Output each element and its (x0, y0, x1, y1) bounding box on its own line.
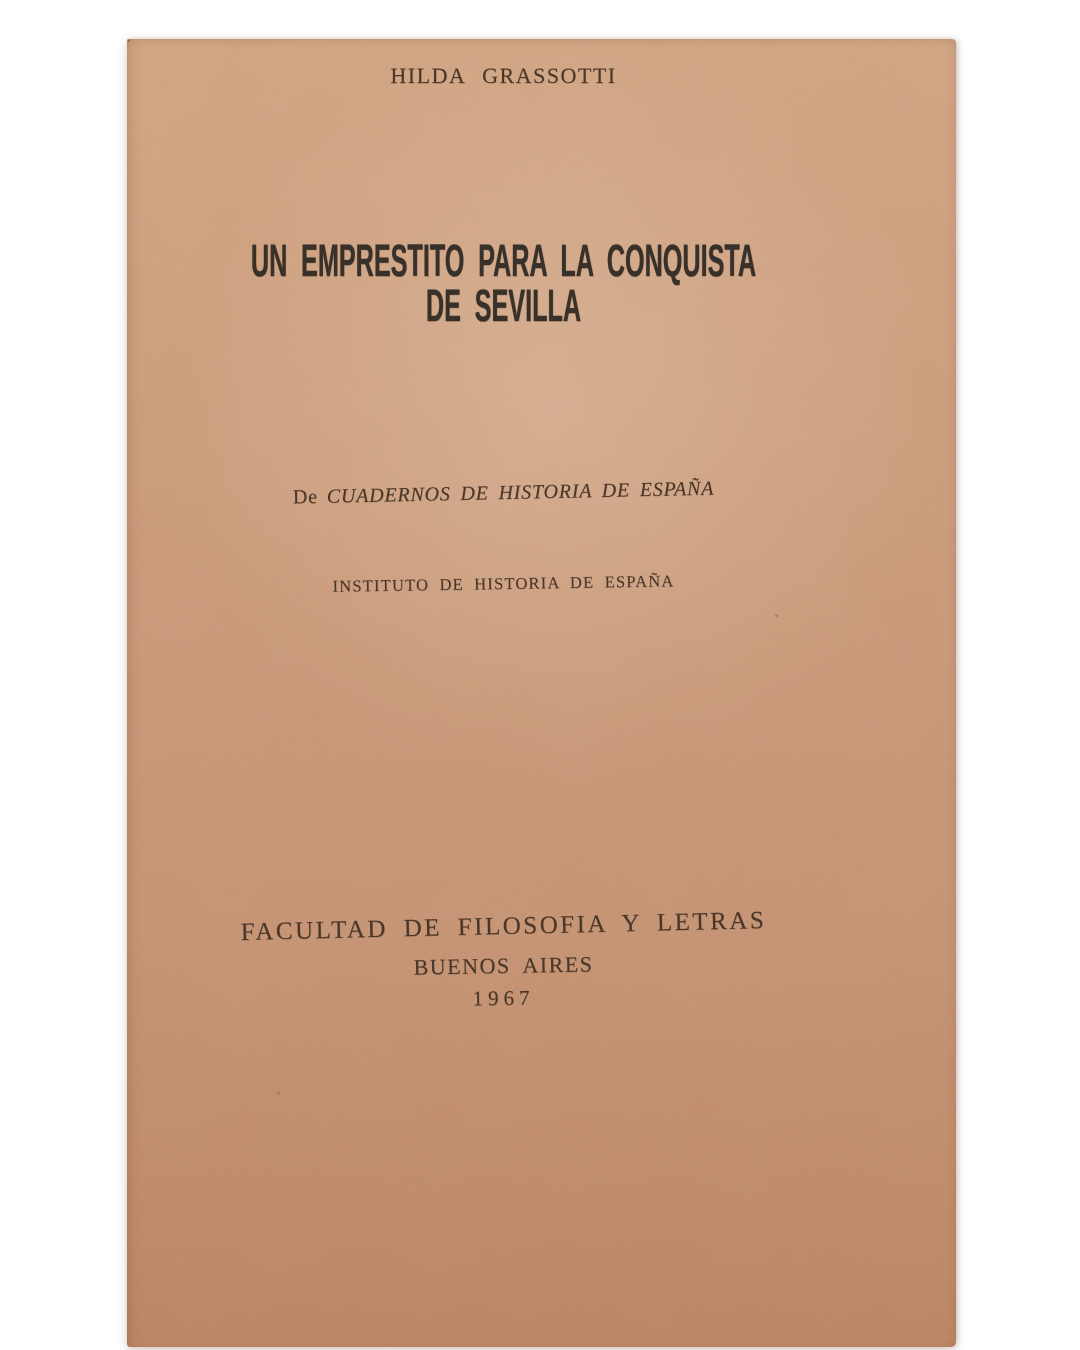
title-line-1: UN EMPRESTITO PARA LA CONQUISTA (250, 235, 757, 286)
faculty-line: FACULTAD DE FILOSOFIA Y LETRAS (240, 907, 767, 946)
author-name: HILDA GRASSOTTI (390, 63, 617, 88)
city-line: BUENOS AIRES (413, 951, 594, 980)
cover-content (127, 39, 880, 1347)
book-cover (127, 39, 956, 1347)
institute-line: INSTITUTO DE HISTORIA DE ESPAÑA (332, 571, 675, 596)
title-line-2: DE SEVILLA (425, 280, 582, 331)
series-name: CUADERNOS DE HISTORIA DE ESPAÑA (326, 477, 715, 508)
series-line (127, 474, 880, 513)
year-line: 1967 (472, 985, 535, 1011)
series-prefix: De (292, 485, 318, 509)
